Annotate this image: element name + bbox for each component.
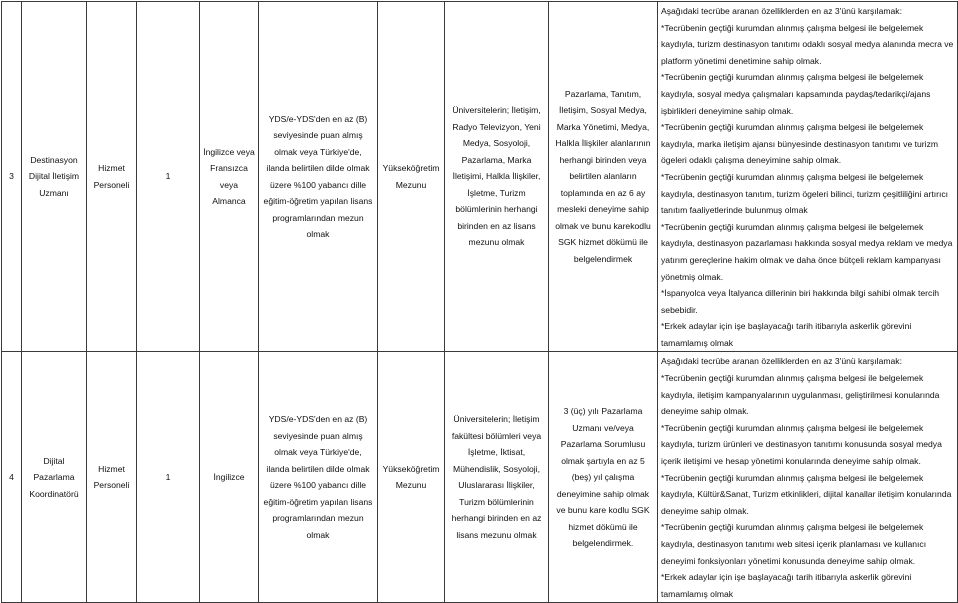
- table-row: [2, 352, 958, 603]
- job-requirements-table: [1, 1, 958, 603]
- position-count: 1: [137, 352, 200, 603]
- staff-type: Hizmet Personeli: [87, 2, 137, 352]
- language: İngilizce: [200, 352, 259, 603]
- language-level: YDS/e-YDS'den en az (B) seviyesinde puan almış olmak veya Türkiye'de, ilanda belirtilen dilde olmak üzere %100 yabancı dille eğitim-öğretim yapılan lisans programlarından mezun olmak: [259, 352, 378, 603]
- requirement-item: *Tecrübenin geçtiği kurumdan alınmış çalışma belgesi ile belgelemek kaydıyla, Kültür&Sanat, Turizm etkinlikleri, dijital kanallar iletişim konularında deneyime sahip olmak.: [661, 472, 952, 516]
- education-level: Yükseköğretim Mezunu: [378, 352, 445, 603]
- requirement-item: *Tecrübenin geçtiği kurumdan alınmış çalışma belgesi ile belgelemek kaydıyla, destinasyon tanıtımı web sitesi içerik planlaması ve kullanıcı deneyimi fonksiyonları yönetimi konusunda deneyime sahip olmak.: [661, 522, 927, 566]
- requirement-item: *İspanyolca veya İtalyanca dillerinin biri hakkında bilgi sahibi olmak tercih sebebidir.: [661, 288, 940, 315]
- departments: Üniversitelerin; İletişim fakültesi bölümleri veya İşletme, İktisat, Mühendislik, Sosyoloji, Uluslararası İlişkiler, Turizm bölümlerinin herhangi birinden en az lisans mezunu olmak: [445, 352, 549, 603]
- requirement-item: *Tecrübenin geçtiği kurumdan alınmış çalışma belgesi ile belgelemek kaydıyla, destinasyon pazarlaması hakkında sosyal medya reklam ve medya yatırım gereçlerine hakim olmak ve daha önce bütçeli reklam kampanyası yönetmiş olmak.: [661, 221, 953, 282]
- table-row: [2, 2, 958, 352]
- education-level: Yükseköğretim Mezunu: [378, 2, 445, 352]
- position-count: 1: [137, 2, 200, 352]
- requirement-item: Aşağıdaki tecrübe aranan özelliklerden en az 3'ünü karşılamak:: [661, 6, 902, 16]
- departments: Üniversitelerin; İletişim, Radyo Televizyon, Yeni Medya, Sosyoloji, Pazarlama, Marka İletişimi, Halkla İlişkiler, İşletme, Turizm bölümlerinin herhangi birinden en az lisans mezunu olmak: [445, 2, 549, 352]
- requirement-item: *Erkek adaylar için işe başlayacağı tarih itibarıyla askerlik görevini tamamlamış olmak: [661, 321, 912, 348]
- experience: Pazarlama, Tanıtım, İletişim, Sosyal Medya, Marka Yönetimi, Medya, Halkla İlişkiler alanlarının herhangi birinden veya belirtilen alanların toplamında en az 6 ay mesleki deneyime sahip olmak ve bunu karekodlu SGK hizmet dökümü ile belgelendirmek: [549, 2, 658, 352]
- requirement-item: *Tecrübenin geçtiği kurumdan alınmış çalışma belgesi ile belgelemek kaydıyla, iletişim kampanyalarının uygulanması, geliştirilmesi konularında deneyime sahip olmak.: [661, 373, 940, 417]
- requirements: [658, 352, 958, 603]
- language: İngilizce veya Fransızca veya Almanca: [200, 2, 259, 352]
- requirement-item: *Tecrübenin geçtiği kurumdan alınmış çalışma belgesi ile belgelemek kaydıyla, destinasyon tanıtım, turizm ögeleri bilinci, turizm çeşitliliğini artırıcı tanıtım faaliyetlerinde bulunmuş olmak: [661, 171, 949, 216]
- requirement-item: *Tecrübenin geçtiği kurumdan alınmış çalışma belgesi ile belgelemek kaydıyla, turizm ürünleri ve destinasyon tanıtımı konusunda sosyal medya içerik iletişimi ve hesap yönetimi konularında deneyime sahip olmak.: [661, 422, 942, 467]
- position-title: Dijital Pazarlama Koordinatörü: [22, 352, 87, 603]
- requirements: [658, 2, 958, 352]
- staff-type: Hizmet Personeli: [87, 352, 137, 603]
- language-level: YDS/e-YDS'den en az (B) seviyesinde puan almış olmak veya Türkiye'de, ilanda belirtilen dilde olmak üzere %100 yabancı dille eğitim-öğretim yapılan lisans programlarından mezun olmak: [259, 2, 378, 352]
- experience: 3 (üç) yılı Pazarlama Uzmanı ve/veya Pazarlama Sorumlusu olmak şartıyla en az 5 (beş) yıl çalışma deneyimine sahip olmak ve bunu kare kodlu SGK hizmet dökümü ile belgelendirmek.: [549, 352, 658, 603]
- requirement-item: *Tecrübenin geçtiği kurumdan alınmış çalışma belgesi ile belgelemek kaydıyla, turizm destinasyon tanıtımı odaklı sosyal medya alanında mecra ve platform yönetimi denetimine sahip olmak.: [661, 22, 954, 66]
- row-number: 3: [2, 2, 22, 352]
- row-number: 4: [2, 352, 22, 603]
- position-title: Destinasyon Dijital İletişim Uzmanı: [22, 2, 87, 352]
- requirement-item: *Tecrübenin geçtiği kurumdan alınmış çalışma belgesi ile belgelemek kaydıyla, sosyal medya çalışmaları kapsamında paydaş/tedarikçi/ajans işbirlikleri deneyimine sahip olmak.: [661, 72, 931, 116]
- requirement-item: *Erkek adaylar için işe başlayacağı tarih itibarıyla askerlik görevini tamamlamış olmak: [661, 572, 912, 599]
- requirement-item: Aşağıdaki tecrübe aranan özelliklerden en az 3'ünü karşılamak:: [661, 356, 902, 367]
- requirement-item: *Tecrübenin geçtiği kurumdan alınmış çalışma belgesi ile belgelemek kaydıyla, marka iletişim ajansı bünyesinde destinasyon tanıtımı ve turizm ögeleri odaklı çalışma deneyimine sahip olmak.: [661, 122, 939, 166]
